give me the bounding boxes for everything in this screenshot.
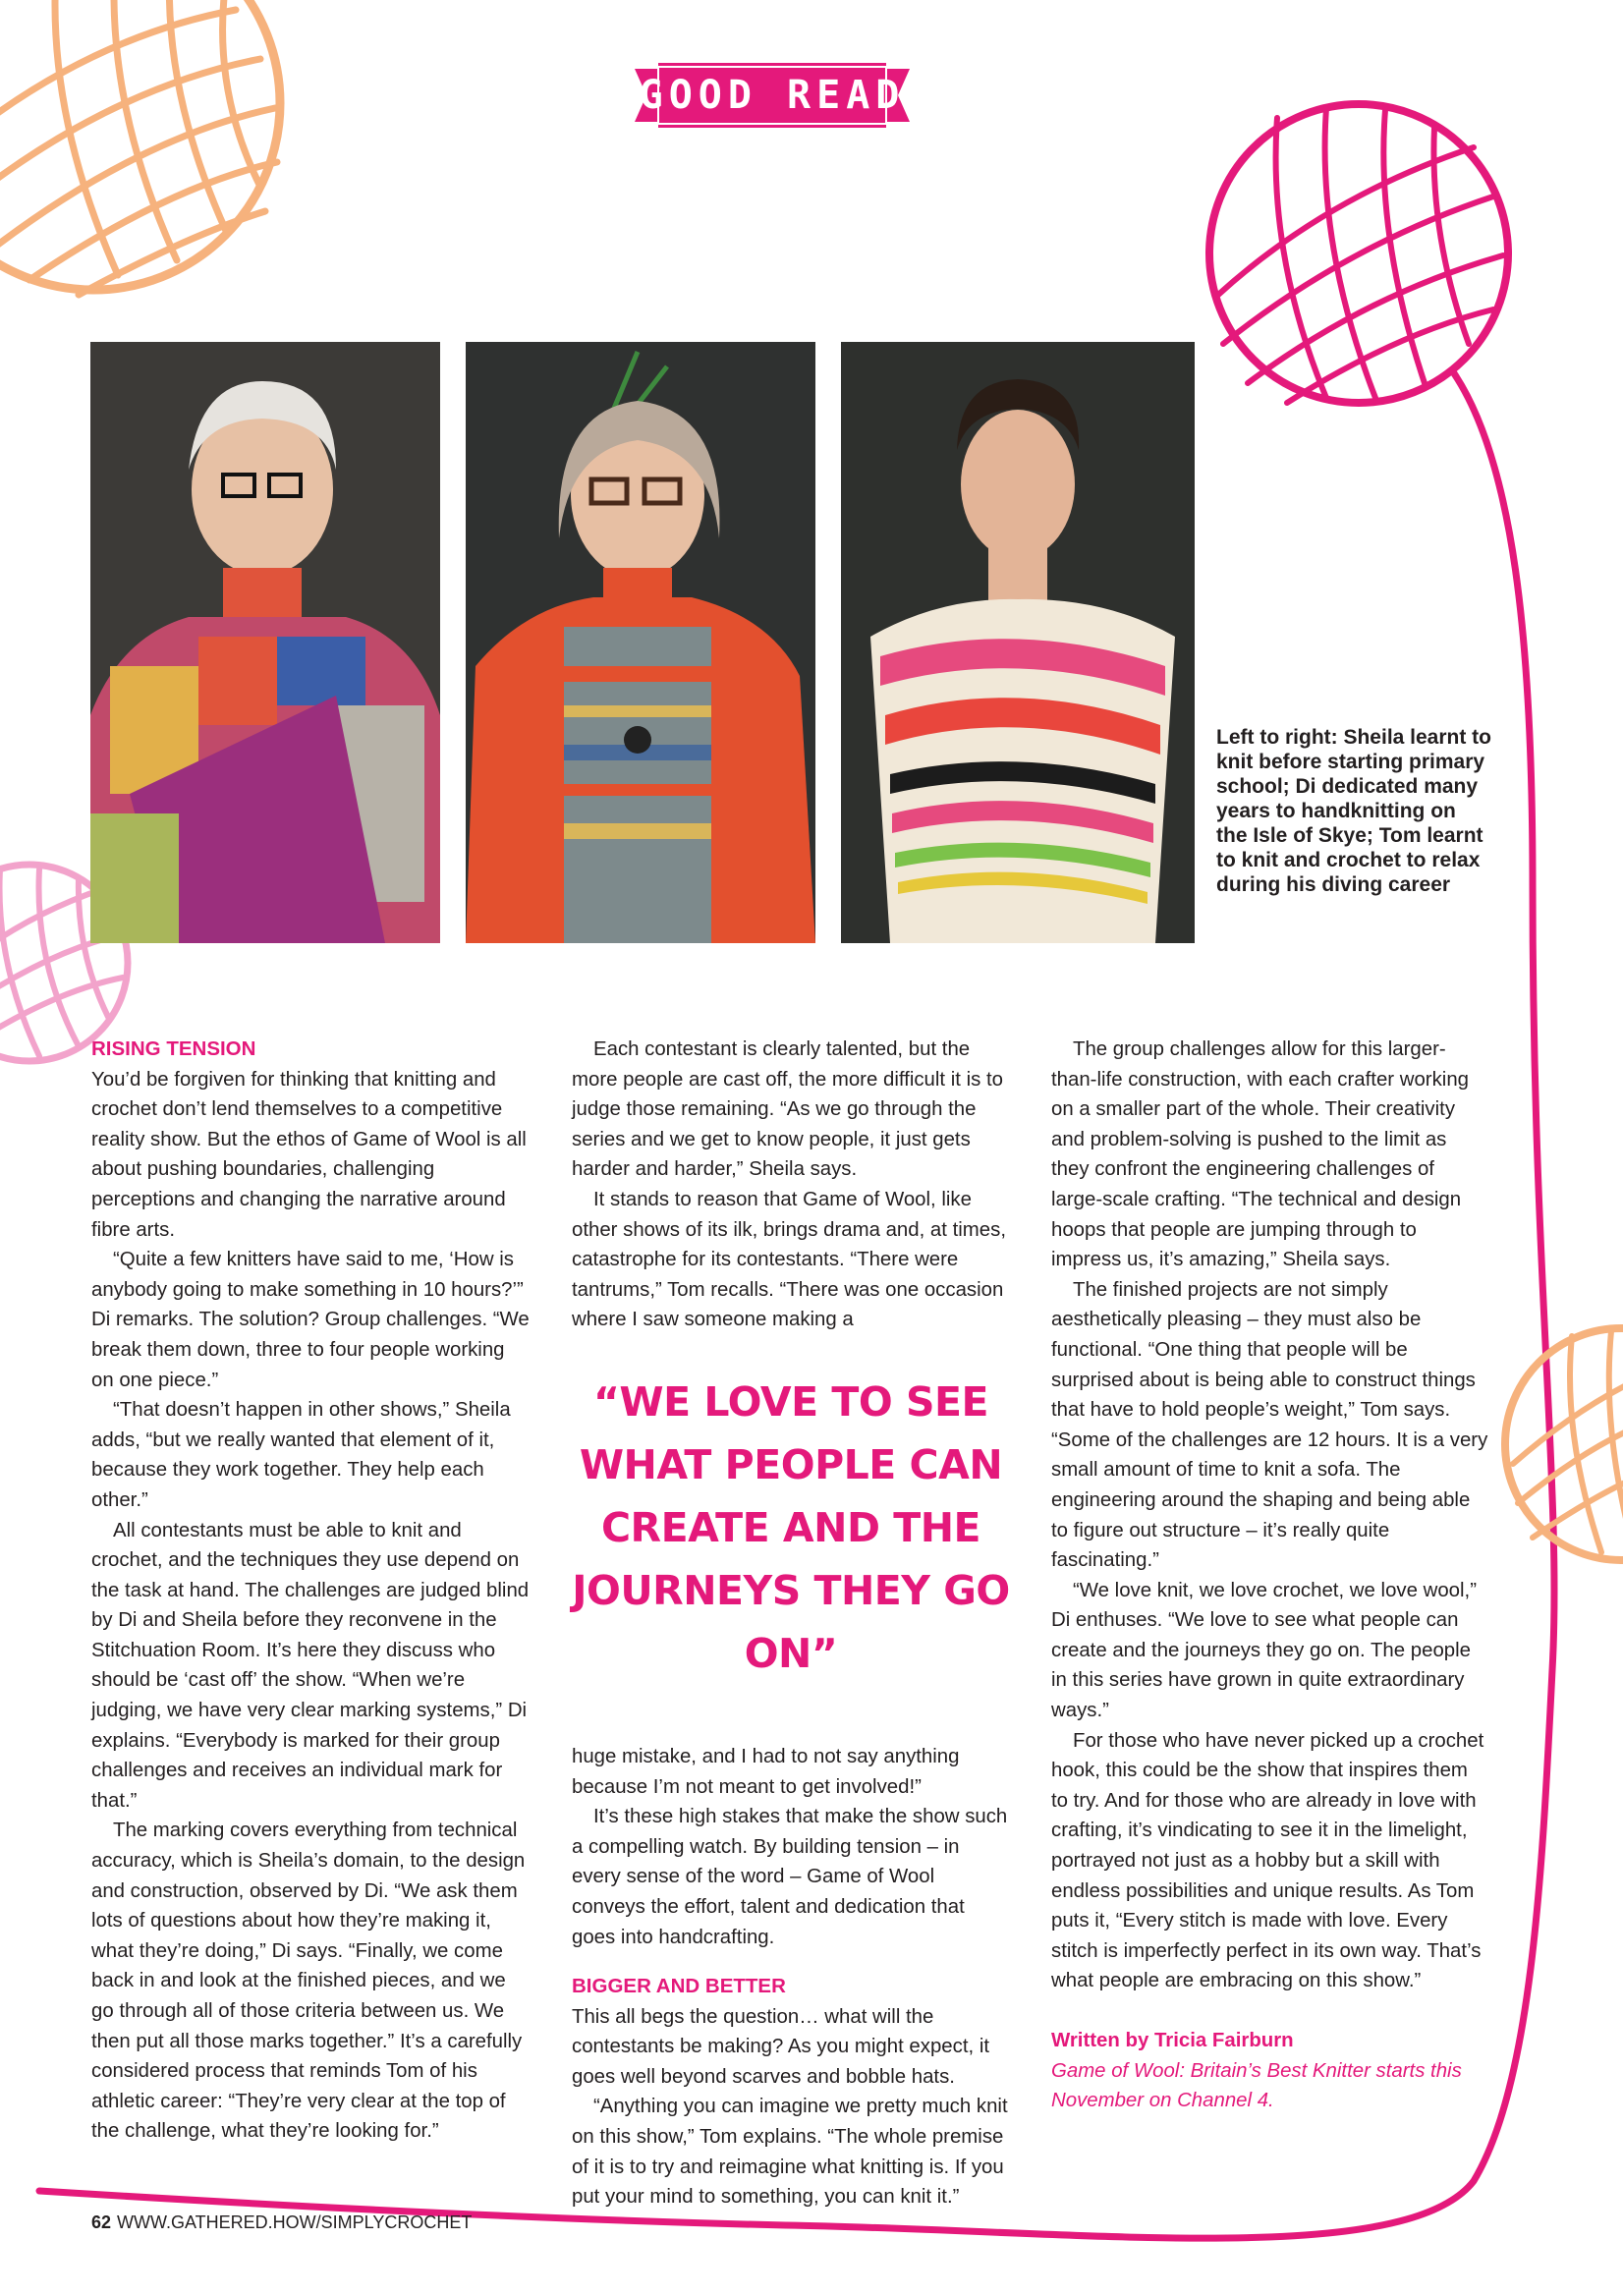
paragraph: It’s these high stakes that make the show such a compelling watch. By building tension – in every sense of the word – Game of Wool conveys the effort, talent and dedication that goes into handcrafting. xyxy=(572,1806,1008,1948)
paragraph: “We love knit, we love crochet, we love wool,” Di enthuses. “We love to see what people can create and the journeys they go on. The people in this series have grown in quite extraordinary ways.” xyxy=(1051,1579,1477,1722)
paragraph: The group challenges allow for this larger-than-life construction, with each crafter working on a smaller part of the whole. Their creativity and problem-solving is pushed to the limit as they confront the engineering challenges of large-scale crafting. “The technical and design hoops that people are jumping through to impress us, it’s amazing,” Sheila says. xyxy=(1051,1038,1469,1271)
article-column-2 xyxy=(572,1035,1010,2212)
section-heading-bigger-and-better: BIGGER AND BETTER xyxy=(572,1975,786,1998)
footer-url: WWW.GATHERED.HOW/SIMPLYCROCHET xyxy=(117,2212,473,2232)
banner-label: GOOD READ xyxy=(639,73,906,118)
photo-di xyxy=(466,342,815,943)
paragraph: You’d be forgiven for thinking that knitting and crochet don’t lend themselves to a competitive reality show. But the ethos of Game of Wool is all about pushing boundaries, challenging perceptions and changing the narrative around fibre arts. xyxy=(91,1068,527,1241)
article-column-1 xyxy=(91,1035,530,2147)
photo-sheila xyxy=(90,342,440,943)
orange-yarn-ball-right-icon xyxy=(1505,1328,1623,1560)
paragraph: “That doesn’t happen in other shows,” Sheila adds, “but we really wanted that element of it, because they work together. They help each other.” xyxy=(91,1399,511,1511)
broadcast-note: Game of Wool: Britain’s Best Knitter starts this November on Channel 4. xyxy=(1051,2059,1462,2112)
author-credit: Written by Tricia Fairburn xyxy=(1051,2030,1294,2051)
article-column-3 xyxy=(1051,1035,1489,2116)
paragraph: The finished projects are not simply aesthetically pleasing – they must also be functional. “One thing that people will be surprised about is being able to construct things that have to hold people’s weight,” Tom says. “Some of the challenges are 12 hours. It is a very small amount of time to knit a sofa. The engineering around the shaping and being able to figure out structure – it’s really quite fascinating.” xyxy=(1051,1278,1488,1572)
paragraph: huge mistake, and I had to not say anything because I’m not meant to get involved!” xyxy=(572,1745,960,1798)
paragraph: It stands to reason that Game of Wool, like other shows of its ilk, brings drama and, at times, catastrophe for its contestants. “There were tantrums,” Tom recalls. “There was one occasion where I saw someone making a xyxy=(572,1188,1006,1331)
page-footer xyxy=(91,2212,472,2233)
photo-tom xyxy=(841,342,1195,943)
paragraph: “Quite a few knitters have said to me, ‘How is anybody going to make something in 10 hours?’” Di remarks. The solution? Group challenges. “We break them down, three to four people working on one piece.” xyxy=(91,1249,530,1391)
section-heading-rising-tension: RISING TENSION xyxy=(91,1037,256,1060)
paragraph: The marking covers everything from technical accuracy, which is Sheila’s domain, to the design and construction, observed by Di. “We ask them lots of questions about how they’re making it, what they’re doing,” Di says. “Finally, we come back in and look at the finished pieces, and we go through all of those criteria between us. We then put all those marks together.” It’s a carefully considered process that reminds Tom of his athletic career: “They’re very clear at the top of the challenge, what they’re looking for.” xyxy=(91,1820,526,2143)
paragraph: Each contestant is clearly talented, but the more people are cast off, the more difficult it is to judge those remaining. “As we go through the series and we get to know people, it just gets harder and harder,” Sheila says. xyxy=(572,1038,1003,1181)
paragraph: All contestants must be able to knit and crochet, and the techniques they use depend on the task at hand. The challenges are judged blind by Di and Sheila before they reconvene in the Stitchuation Room. It’s here they discuss who should be ‘cast off’ the show. “When we’re judging, we have very clear marking systems,” Di explains. “Everybody is marked for their group challenges and receives an individual mark for that.” xyxy=(91,1519,530,1812)
photo-caption: Left to right: Sheila learnt to knit before starting primary school; Di dedicated many years to handknitting on the Isle of Skye; Tom learnt to knit and crochet to relax during his diving career xyxy=(1216,726,1492,896)
orange-yarn-ball-icon xyxy=(0,0,280,295)
page-number: 62 xyxy=(91,2212,112,2232)
paragraph: This all begs the question… what will the contestants be making? As you might expect, it goes well beyond scarves and bobble hats. xyxy=(572,2005,990,2088)
paragraph: For those who have never picked up a crochet hook, this could be the show that inspires them to try. And for those who are already in love with crafting, it’s vindicating to see it in the limelight, portrayed not just as a hobby but a skill with endless possibilities and unique results. As Tom puts it, “Every stitch is made with love. Every stitch is imperfectly perfect in its own way. That’s what people are embracing on this show.” xyxy=(1051,1729,1484,1992)
pull-quote: “WE LOVE TO SEE WHAT PEOPLE CAN CREATE AND THE JOURNEYS THEY GO ON” xyxy=(572,1377,1010,1677)
paragraph: “Anything you can imagine we pretty much knit on this show,” Tom explains. “The whole premise of it is to try and reimagine what knitting is. If you put your mind to something, you can knit it.” xyxy=(572,2096,1008,2209)
